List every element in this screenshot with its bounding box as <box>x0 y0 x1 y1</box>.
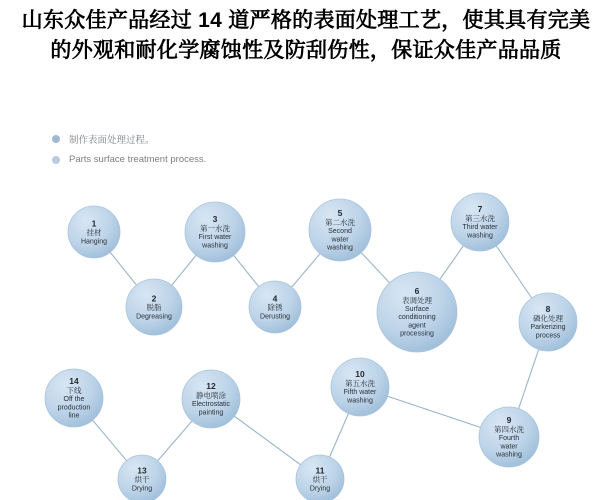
node-label-en: washing <box>467 232 493 240</box>
node-label-en: line <box>68 412 80 420</box>
node-label-en: washing <box>347 397 373 405</box>
node-label-en: Surface <box>404 306 430 313</box>
process-node[interactable] <box>249 281 301 333</box>
legend-item-label: 制作表面处理过程。 <box>69 134 155 146</box>
process-node[interactable] <box>126 279 182 335</box>
flow-nodes <box>45 193 577 500</box>
node-number: 11 <box>315 465 325 476</box>
node-number: 9 <box>506 415 512 426</box>
process-node[interactable] <box>45 369 103 427</box>
process-node[interactable] <box>331 358 389 416</box>
node-label-en: Fifth water <box>343 389 377 397</box>
node-number: 5 <box>337 208 343 219</box>
node-label-cn: 挂材 <box>86 228 102 238</box>
process-node[interactable] <box>68 206 120 258</box>
node-label-cn: 烘干 <box>134 475 150 485</box>
process-node[interactable] <box>519 293 577 351</box>
node-label-en: Third water <box>462 224 498 232</box>
node-label-en: Degreasing <box>136 313 172 321</box>
node-label-en: Second <box>328 228 352 236</box>
node-label-en: processing <box>400 330 434 338</box>
process-node[interactable] <box>377 272 457 352</box>
node-label-en: Off the <box>63 396 85 404</box>
node-number: 12 <box>206 381 216 392</box>
node-label-cn: 第一水洗 <box>200 224 230 233</box>
node-number: 8 <box>545 304 551 315</box>
node-label-en: Hanging <box>80 238 108 246</box>
node-label-cn: 第四水洗 <box>494 424 524 434</box>
flow-edges <box>74 222 548 479</box>
node-label-en: water <box>500 443 518 451</box>
node-label-en: washing <box>496 451 522 459</box>
node-label-cn: 静电喷涂 <box>196 391 226 400</box>
process-node[interactable] <box>182 370 240 428</box>
process-node[interactable] <box>451 193 509 251</box>
node-label-en: Parkerizing <box>530 324 566 332</box>
node-label-en: washing <box>327 244 353 252</box>
node-label-en: Drying <box>309 485 331 493</box>
node-label-en: agent <box>408 322 426 330</box>
node-label-cn: 下线 <box>66 385 82 395</box>
process-node[interactable] <box>185 202 245 262</box>
node-label-en: water <box>331 236 349 244</box>
node-number: 1 <box>91 218 97 229</box>
node-label-cn: 除锈 <box>267 303 283 313</box>
process-flow-diagram <box>0 122 612 500</box>
page-title: 山东众佳产品经过 14 道严格的表面处理工艺，使其具有完美的外观和耐化学腐蚀性及防刮伤性，保证众佳产品品质 <box>21 9 591 62</box>
node-label-en: Drying <box>131 485 153 493</box>
node-label-en: Electrostatic <box>191 401 231 409</box>
node-number: 7 <box>477 204 483 215</box>
node-number: 2 <box>151 293 157 304</box>
process-node[interactable] <box>479 407 539 467</box>
node-label-en: Derusting <box>260 313 290 321</box>
process-node[interactable] <box>118 455 166 500</box>
process-node[interactable] <box>309 199 371 261</box>
node-label-en: First water <box>198 234 232 242</box>
node-label-cn: 第三水洗 <box>465 214 495 223</box>
node-number: 13 <box>137 465 147 476</box>
process-node[interactable] <box>296 455 344 500</box>
node-label-cn: 第五水洗 <box>345 379 375 388</box>
node-number: 4 <box>272 293 278 304</box>
node-label-cn: 脱脂 <box>146 303 162 313</box>
legend-item-label: Parts surface treatment process. <box>69 154 207 165</box>
node-label-en: Fourth <box>498 435 520 443</box>
node-label-cn: 第二水洗 <box>325 217 355 227</box>
node-label-en: process <box>535 332 561 340</box>
node-label-en: washing <box>202 242 228 250</box>
node-label-en: painting <box>198 409 224 417</box>
node-label-en: production <box>57 404 91 412</box>
node-number: 3 <box>212 214 218 225</box>
node-number: 10 <box>355 369 365 380</box>
node-number: 14 <box>69 376 79 387</box>
node-label-cn: 磷化处理 <box>533 314 563 323</box>
diagram-panel <box>0 122 612 500</box>
node-label-cn: 烘干 <box>312 475 328 485</box>
node-label-cn: 表调处理 <box>402 295 432 305</box>
node-number: 6 <box>414 286 420 296</box>
node-label-en: conditioning <box>398 314 436 322</box>
